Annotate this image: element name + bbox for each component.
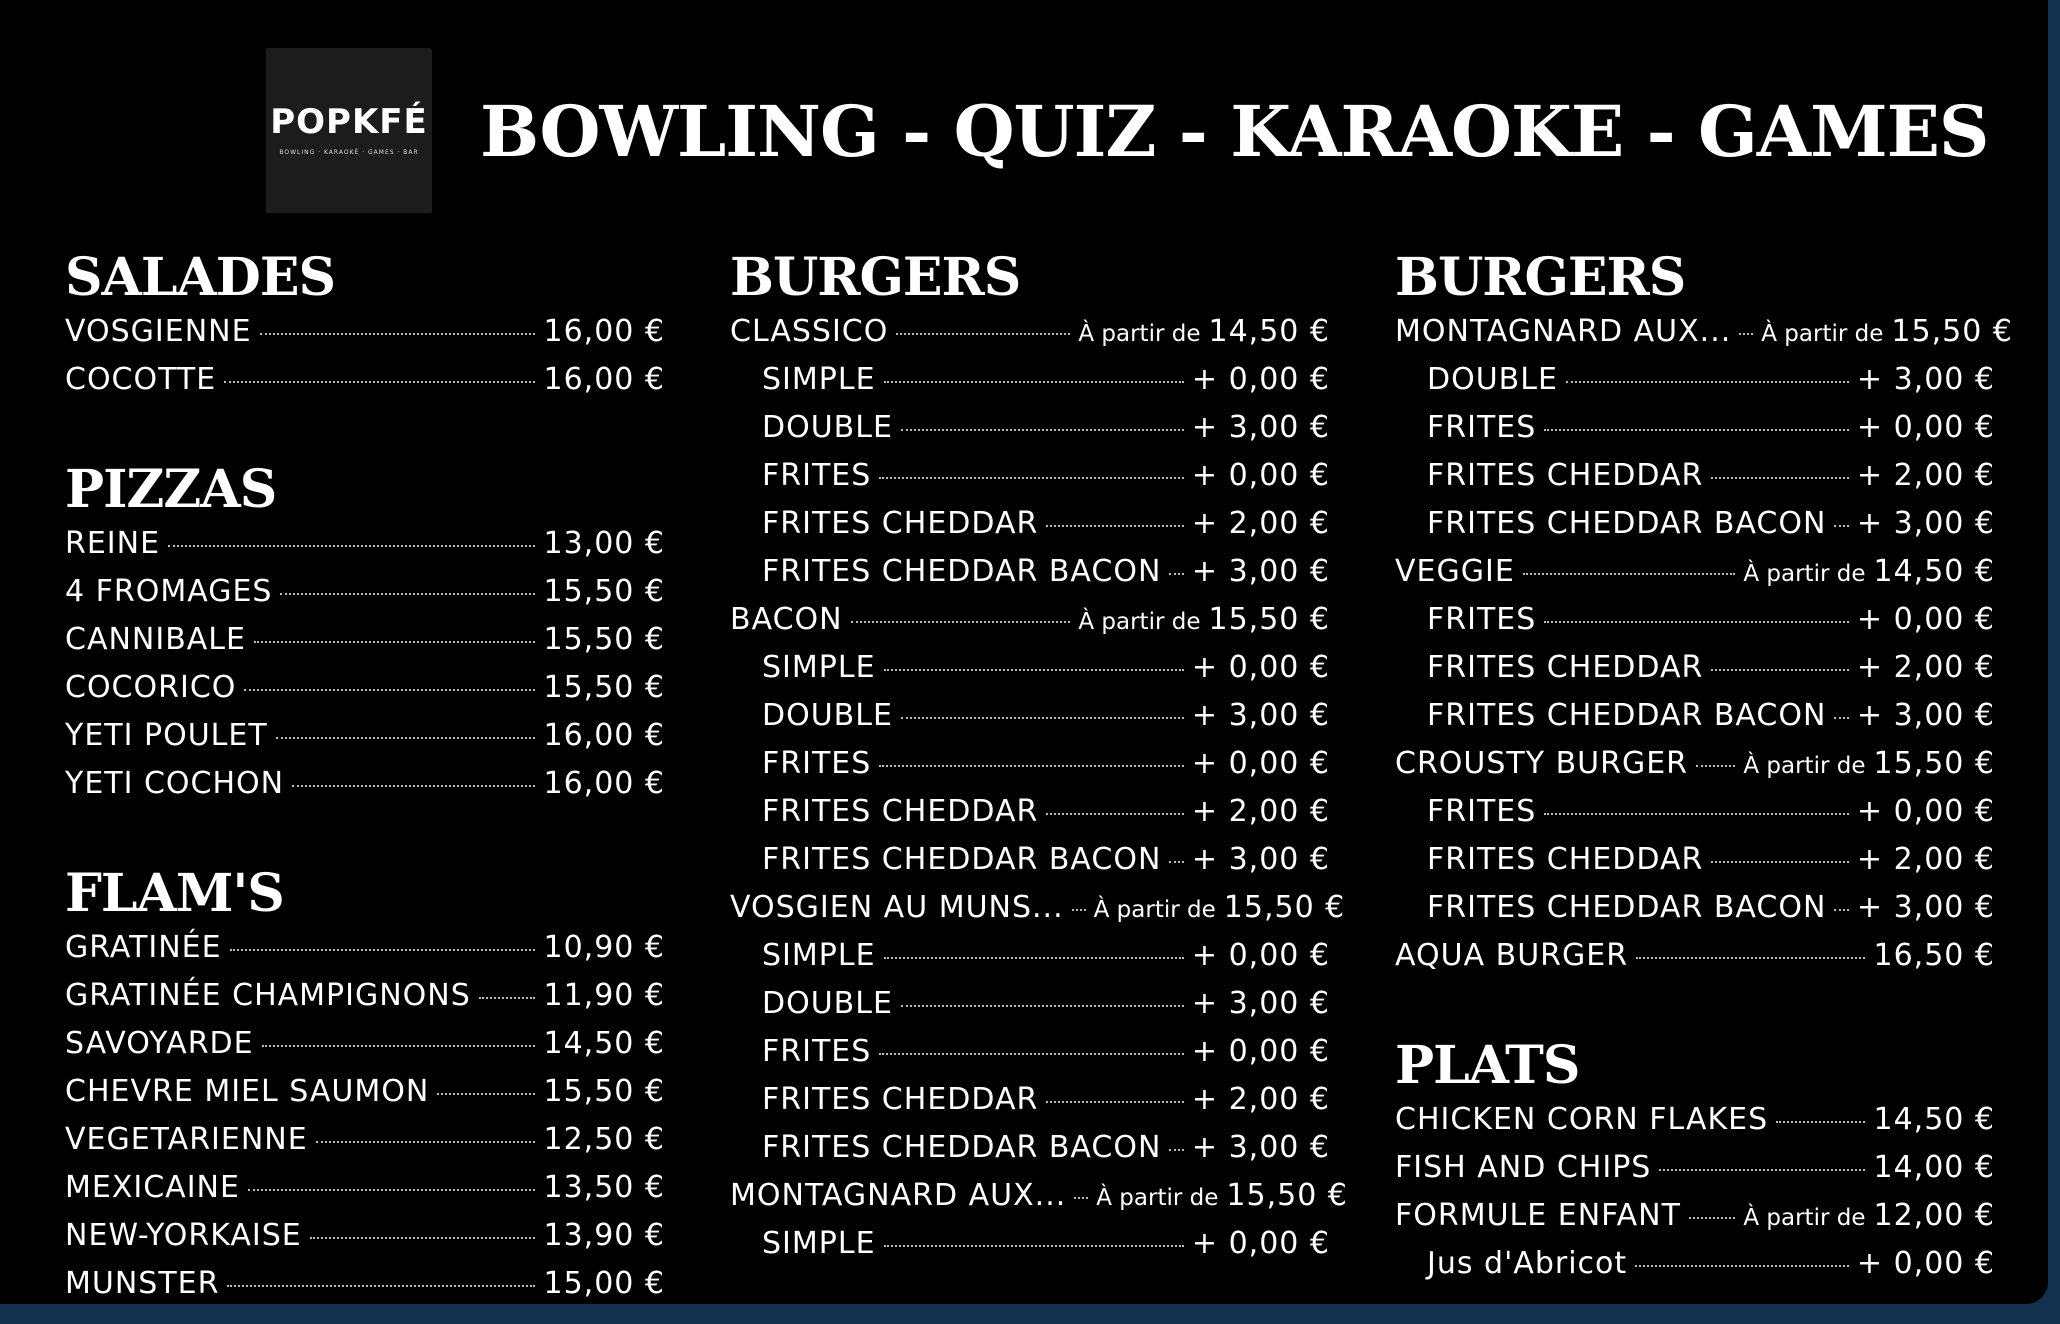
item-name: SIMPLE [762,938,876,973]
dot-leader [884,669,1184,671]
dot-leader [1544,813,1849,815]
menu-item-row [65,568,665,616]
dot-leader [884,381,1184,383]
item-name: GRATINÉE CHAMPIGNONS [65,978,471,1013]
item-name: FRITES CHEDDAR BACON [1427,506,1827,541]
menu-option-row [730,644,1330,692]
dot-leader [437,1093,535,1095]
dot-leader [260,333,536,335]
menu-item-row [1395,740,1995,788]
item-name: CHICKEN CORN FLAKES [1395,1102,1769,1137]
menu-option-row [730,500,1330,548]
dot-leader [1072,909,1086,911]
dot-leader [1074,1197,1088,1199]
section-gap [65,808,665,848]
menu-item-row [65,924,665,972]
item-price: + 0,00 € [1191,746,1330,781]
menu-option-row [730,1220,1330,1268]
menu-item-row [65,1260,665,1308]
menu-option-row [730,788,1330,836]
item-price: 16,00 € [543,362,665,397]
menu-item-row [730,596,1330,644]
item-name: FRITES [1427,794,1537,829]
menu-item-row [1395,1096,1995,1144]
dot-leader [901,429,1184,431]
item-name: Jus d'Abricot [1427,1246,1628,1281]
item-price: 15,00 € [543,1266,665,1301]
dot-leader [879,765,1184,767]
item-name: FRITES CHEDDAR BACON [1427,698,1827,733]
dot-leader [1834,717,1848,719]
dot-leader [292,785,535,787]
menu-option-row [730,980,1330,1028]
section-title: SALADES [65,247,336,308]
item-price: + 0,00 € [1191,362,1330,397]
section-title: BURGERS [1395,247,1686,308]
menu-option-row [1395,788,1995,836]
item-price: 14,50 € [1208,314,1330,349]
menu-item-row [65,760,665,808]
item-name: VEGETARIENNE [65,1122,308,1157]
dot-leader [1169,861,1183,863]
price-prefix: À partir de [1078,609,1201,635]
dot-leader [901,1005,1184,1007]
item-name: SAVOYARDE [65,1026,254,1061]
item-price: 16,00 € [543,766,665,801]
dot-leader [851,621,1071,623]
item-price: 13,90 € [543,1218,665,1253]
item-price: 14,50 € [1873,1102,1995,1137]
dot-leader [1659,1169,1865,1171]
dot-leader [1711,477,1849,479]
item-price: 15,50 € [1891,314,2013,349]
item-price: 15,50 € [543,1074,665,1109]
item-price: + 2,00 € [1191,1082,1330,1117]
item-price: + 3,00 € [1856,362,1995,397]
item-price: + 0,00 € [1191,650,1330,685]
item-name: DOUBLE [762,410,893,445]
activities-banner: BOWLING - QUIZ - KARAOKE - GAMES [480,90,1989,173]
menu-item-row [730,308,1330,356]
menu-option-row [1395,836,1995,884]
item-price: + 0,00 € [1191,1226,1330,1261]
dot-leader [1739,333,1753,335]
item-price: 15,50 € [1873,746,1995,781]
item-price: + 3,00 € [1191,554,1330,589]
item-price: + 3,00 € [1191,698,1330,733]
item-name: FORMULE ENFANT [1395,1198,1681,1233]
dot-leader [1544,621,1849,623]
item-price: 15,50 € [1226,1178,1348,1213]
dot-leader [1169,573,1183,575]
item-price: 15,50 € [1208,602,1330,637]
menu-item-row [65,616,665,664]
item-name: REINE [65,526,161,561]
menu-option-row [730,548,1330,596]
menu-option-row [730,1076,1330,1124]
item-name: FRITES CHEDDAR BACON [762,842,1162,877]
item-price: + 0,00 € [1191,458,1330,493]
item-price: 15,50 € [543,670,665,705]
item-name: BACON [730,602,843,637]
dot-leader [901,717,1184,719]
section-gap [65,404,665,444]
menu-option-row [730,356,1330,404]
item-price: + 2,00 € [1191,506,1330,541]
dot-leader [316,1141,536,1143]
dot-leader [1696,765,1735,767]
dot-leader [884,1245,1184,1247]
section-title: PIZZAS [65,459,277,520]
item-name: NEW-YORKAISE [65,1218,302,1253]
item-name: FRITES CHEDDAR BACON [1427,890,1827,925]
menu-option-row [1395,452,1995,500]
menu-item-row [1395,308,2013,356]
menu-item-row [730,1172,1348,1220]
dot-leader [1523,573,1736,575]
dot-leader [276,737,536,739]
item-price: + 0,00 € [1856,602,1995,637]
item-price: 15,50 € [1223,890,1346,925]
item-price: + 2,00 € [1191,794,1330,829]
item-price: + 3,00 € [1856,698,1995,733]
item-price: 14,50 € [543,1026,665,1061]
menu-item-row [65,1116,665,1164]
dot-leader [479,997,536,999]
item-price: + 3,00 € [1191,986,1330,1021]
item-name: COCOTTE [65,362,217,397]
item-name: DOUBLE [762,698,893,733]
item-name: YETI POULET [65,718,268,753]
dot-leader [1046,1101,1184,1103]
item-price: + 0,00 € [1856,410,1995,445]
menu-column-2 [730,232,1348,1268]
menu-option-row [730,692,1330,740]
menu-item-row [65,1164,665,1212]
dot-leader [230,949,536,951]
item-price: + 2,00 € [1856,458,1995,493]
item-price: + 2,00 € [1856,650,1995,685]
item-price: 13,50 € [543,1170,665,1205]
item-price: + 3,00 € [1191,1130,1330,1165]
dot-leader [262,1045,536,1047]
menu-option-row [730,452,1330,500]
section-title: PLATS [1395,1035,1580,1096]
item-price: 12,00 € [1873,1198,1995,1233]
dot-leader [280,593,535,595]
item-price: + 3,00 € [1856,890,1995,925]
menu-item-row [1395,1144,1995,1192]
item-name: FRITES [1427,410,1537,445]
menu-option-row [1395,692,1995,740]
dot-leader [1566,381,1849,383]
item-name: SIMPLE [762,650,876,685]
dot-leader [1046,525,1184,527]
item-name: VEGGIE [1395,554,1515,589]
dot-leader [884,957,1184,959]
item-price: + 0,00 € [1191,938,1330,973]
dot-leader [244,689,535,691]
item-price: + 3,00 € [1856,506,1995,541]
item-price: 15,50 € [543,574,665,609]
price-prefix: À partir de [1761,321,1884,347]
item-price: 14,50 € [1873,554,1995,589]
menu-item-row [65,308,665,356]
menu-item-row [65,520,665,568]
menu-item-row [65,712,665,760]
menu-column-3 [1395,232,2013,1288]
section-gap [1395,980,1995,1020]
price-prefix: À partir de [1743,1205,1866,1231]
price-prefix: À partir de [1078,321,1201,347]
item-name: MONTAGNARD AUX... [730,1178,1067,1213]
dot-leader [1635,1265,1849,1267]
menu-column-1 [65,232,665,1308]
menu-option-row [1395,500,1995,548]
dot-leader [224,381,535,383]
item-price: 10,90 € [543,930,665,965]
item-name: FRITES CHEDDAR [762,794,1039,829]
dot-leader [1711,669,1849,671]
dot-leader [1776,1121,1865,1123]
item-name: FRITES CHEDDAR [1427,458,1704,493]
menu-option-row [730,740,1330,788]
logo-wordmark: POPKFÉ [270,102,428,142]
item-name: CLASSICO [730,314,889,349]
item-name: DOUBLE [762,986,893,1021]
item-name: FRITES CHEDDAR [762,1082,1039,1117]
item-name: FRITES [1427,602,1537,637]
dot-leader [879,477,1184,479]
item-name: VOSGIEN AU MUNS... [730,890,1064,925]
menu-item-row [65,1212,665,1260]
item-name: MUNSTER [65,1266,220,1301]
menu-option-row [1395,884,1995,932]
item-name: SIMPLE [762,1226,876,1261]
item-name: COCORICO [65,670,237,705]
dot-leader [1711,861,1849,863]
logo-tagline: BOWLING · KARAOKÉ · GAMES · BAR [279,149,419,156]
dot-leader [310,1237,536,1239]
item-price: 13,00 € [543,526,665,561]
dot-leader [1834,525,1848,527]
item-name: MONTAGNARD AUX... [1395,314,1732,349]
menu-item-row [65,1020,665,1068]
item-price: 16,00 € [543,718,665,753]
popkafe-logo [266,48,432,213]
price-prefix: À partir de [1743,753,1866,779]
item-price: + 0,00 € [1856,1246,1995,1281]
dot-leader [1544,429,1849,431]
item-price: + 3,00 € [1191,842,1330,877]
item-name: FISH AND CHIPS [1395,1150,1652,1185]
menu-item-row [730,884,1346,932]
dot-leader [168,545,535,547]
dot-leader [1046,813,1184,815]
menu-item-row [1395,932,1995,980]
price-prefix: À partir de [1743,561,1866,587]
item-name: DOUBLE [1427,362,1558,397]
item-name: FRITES CHEDDAR BACON [762,554,1162,589]
dot-leader [227,1285,535,1287]
item-name: VOSGIENNE [65,314,252,349]
menu-option-row [730,932,1330,980]
item-name: FRITES [762,1034,872,1069]
menu-option-row [1395,1240,1995,1288]
dot-leader [1834,909,1848,911]
menu-option-row [730,1124,1330,1172]
item-price: 14,00 € [1873,1150,1995,1185]
item-name: FRITES CHEDDAR [1427,842,1704,877]
item-price: + 0,00 € [1191,1034,1330,1069]
menu-item-row [65,664,665,712]
item-price: + 3,00 € [1191,410,1330,445]
section-title: FLAM'S [65,863,284,924]
menu-item-row [1395,1192,1995,1240]
item-name: MEXICAINE [65,1170,240,1205]
menu-option-row [1395,404,1995,452]
item-price: 16,00 € [543,314,665,349]
dot-leader [1169,1149,1183,1151]
item-price: 11,90 € [543,978,665,1013]
item-name: YETI COCHON [65,766,285,801]
price-prefix: À partir de [1093,897,1216,923]
item-name: GRATINÉE [65,930,222,965]
menu-option-row [1395,596,1995,644]
menu-option-row [1395,356,1995,404]
item-price: + 0,00 € [1856,794,1995,829]
item-name: AQUA BURGER [1395,938,1629,973]
item-name: FRITES CHEDDAR BACON [762,1130,1162,1165]
item-name: CHEVRE MIEL SAUMON [65,1074,430,1109]
item-price: 15,50 € [543,622,665,657]
price-prefix: À partir de [1096,1185,1219,1211]
item-price: 16,50 € [1873,938,1995,973]
dot-leader [879,1053,1184,1055]
menu-item-row [65,972,665,1020]
dot-leader [896,333,1070,335]
menu-item-row [65,1068,665,1116]
dot-leader [1636,957,1865,959]
item-name: FRITES [762,746,872,781]
dot-leader [1689,1217,1735,1219]
item-price: + 2,00 € [1856,842,1995,877]
menu-item-row [1395,548,1995,596]
menu-option-row [730,836,1330,884]
item-name: FRITES CHEDDAR [1427,650,1704,685]
dot-leader [248,1189,536,1191]
menu-item-row [65,356,665,404]
item-name: CROUSTY BURGER [1395,746,1689,781]
item-name: FRITES CHEDDAR [762,506,1039,541]
dot-leader [254,641,536,643]
item-name: CANNIBALE [65,622,246,657]
item-name: SIMPLE [762,362,876,397]
item-name: FRITES [762,458,872,493]
menu-option-row [730,1028,1330,1076]
section-title: BURGERS [730,247,1021,308]
menu-option-row [730,404,1330,452]
item-name: 4 FROMAGES [65,574,273,609]
menu-option-row [1395,644,1995,692]
item-price: 12,50 € [543,1122,665,1157]
